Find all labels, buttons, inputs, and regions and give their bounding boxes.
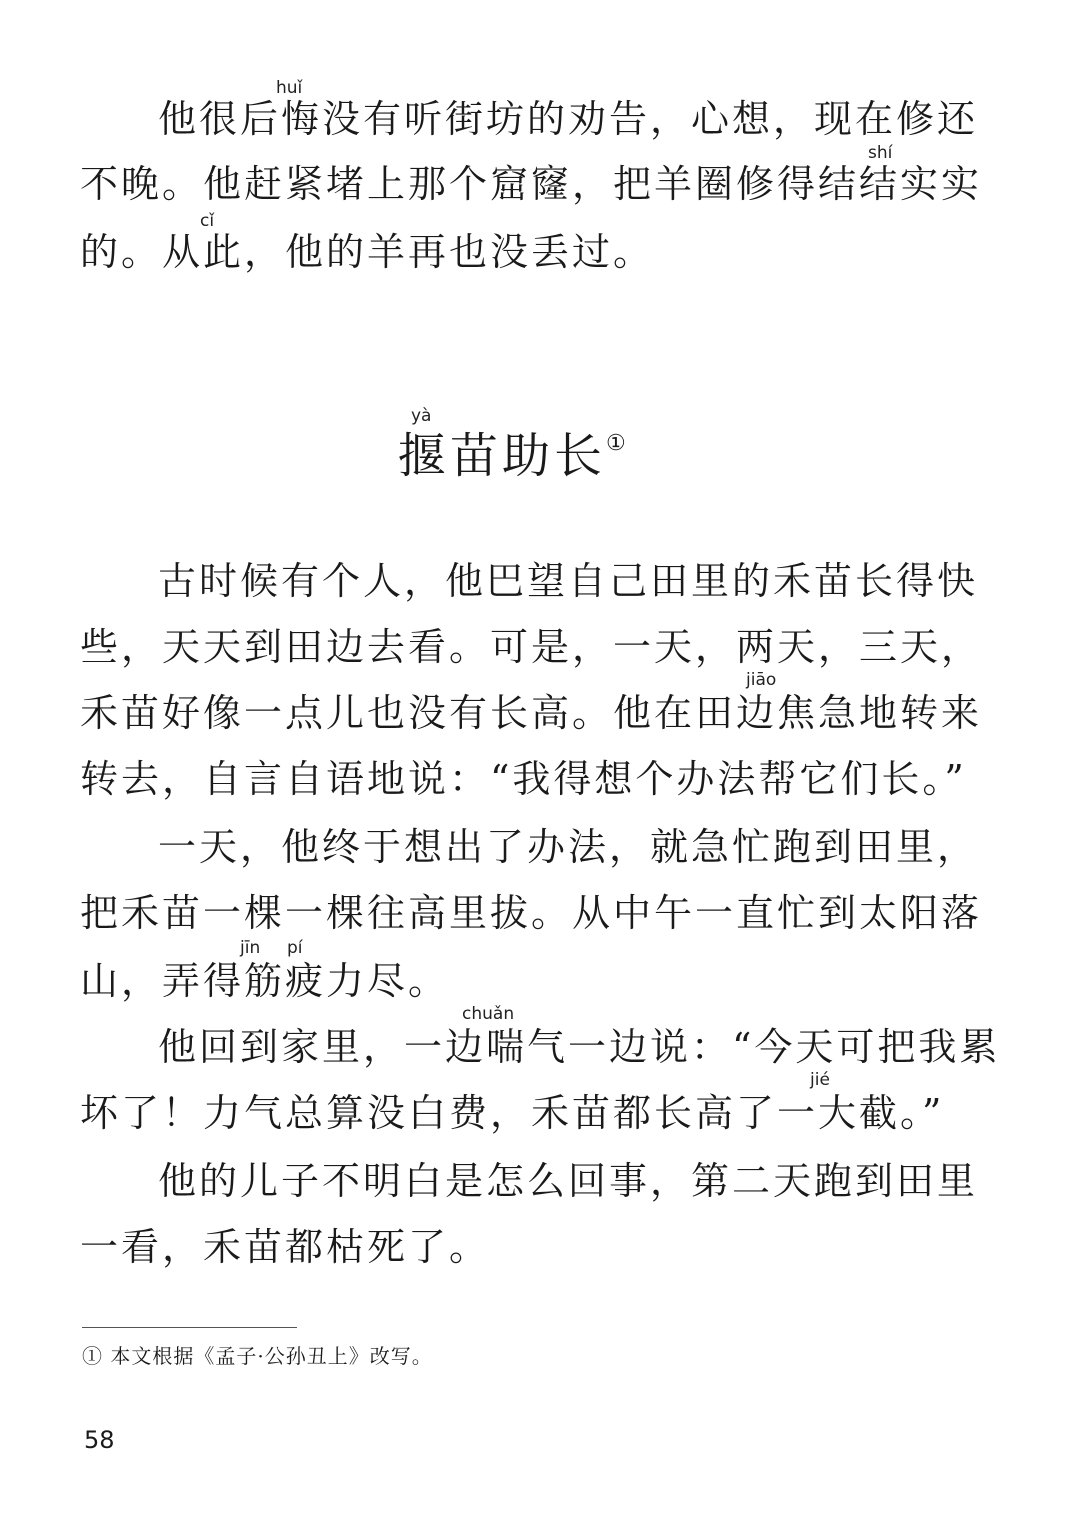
text-line: 些，天天到田边去看。可是，一天，两天，三天， xyxy=(80,625,983,669)
text-line: 坏了！力气总算没白费，禾苗都长高了一大截。” xyxy=(80,1091,945,1135)
text-line: 他回到家里，一边喘气一边说：“今天可把我累 xyxy=(158,1025,1001,1069)
pinyin-chuan: chuǎn xyxy=(462,1004,515,1024)
text-line: 山，弄得筋疲力尽。 xyxy=(80,959,450,1003)
story-title-text: 揠苗助长 xyxy=(398,428,607,484)
footnote-marker: ① xyxy=(606,431,626,456)
page-number: 58 xyxy=(84,1426,115,1454)
pinyin-jiao: jiāo xyxy=(746,670,777,690)
pinyin-shi: shí xyxy=(868,143,893,163)
text-line: 他的儿子不明白是怎么回事，第二天跑到田里 xyxy=(158,1159,979,1203)
pinyin-ya: yà xyxy=(411,406,432,426)
text-line: 他很后悔没有听街坊的劝告，心想，现在修还 xyxy=(158,97,979,141)
text-line: 不晚。他赶紧堵上那个窟窿，把羊圈修得结结实实 xyxy=(80,162,983,206)
text-line: 转去，自言自语地说：“我得想个办法帮它们长。” xyxy=(80,757,967,801)
pinyin-pi: pí xyxy=(287,938,303,958)
text-line: 的。从此，他的羊再也没丢过。 xyxy=(80,230,655,274)
text-line: 一天，他终于想出了办法，就急忙跑到田里， xyxy=(158,825,979,869)
pinyin-jie: jié xyxy=(810,1070,830,1090)
text-line: 禾苗好像一点儿也没有长高。他在田边焦急地转来 xyxy=(80,691,983,735)
text-line: 一看，禾苗都枯死了。 xyxy=(80,1225,491,1269)
story-title xyxy=(398,428,626,484)
text-line: 把禾苗一棵一棵往高里拔。从中午一直忙到太阳落 xyxy=(80,891,983,935)
text-line: 古时候有个人，他巴望自己田里的禾苗长得快 xyxy=(158,559,979,603)
footnote: ① 本文根据《孟子·公孙丑上》改写。 xyxy=(82,1344,433,1368)
pinyin-jin: jīn xyxy=(240,938,261,958)
footnote-divider xyxy=(82,1327,297,1328)
pinyin-hui: huǐ xyxy=(276,78,303,98)
pinyin-ci: cǐ xyxy=(200,211,215,231)
